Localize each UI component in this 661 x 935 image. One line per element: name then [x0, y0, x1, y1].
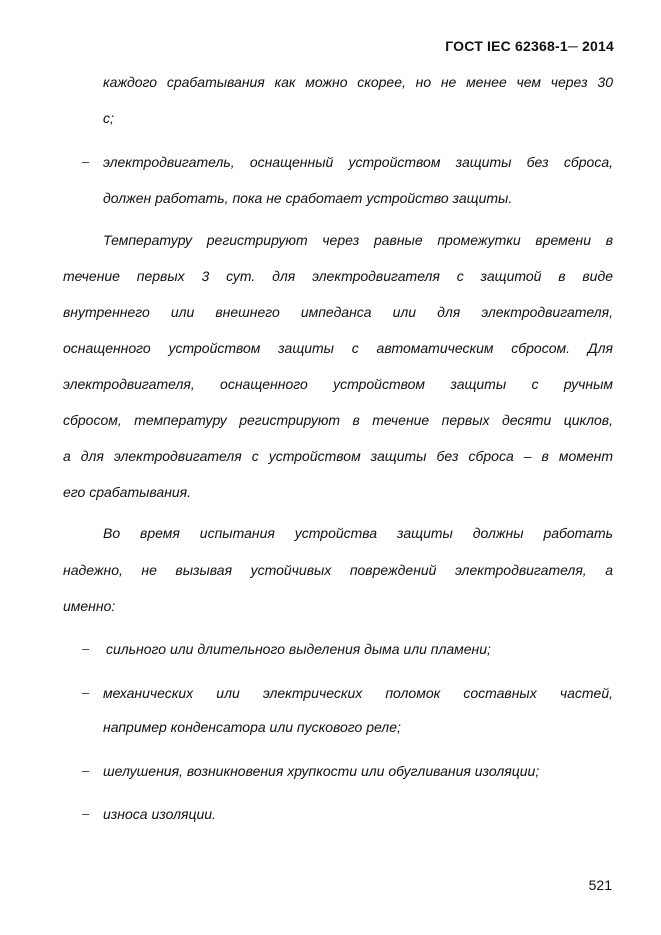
text-line: его срабатывания. [63, 484, 192, 500]
text-line: течение первых 3 сут. для электродвигателя с защитой в виде [63, 268, 613, 284]
list-dash: – [82, 806, 90, 821]
text-line: должен работать, пока не сработает устройство защиты. [103, 190, 513, 206]
text-line: оснащенного устройством защиты с автоматическим сбросом. Для [63, 340, 613, 356]
text-line: сбросом, температуру регистрируют в течение первых десяти циклов, [63, 412, 613, 428]
text-line: именно: [63, 598, 116, 614]
list-item: шелушения, возникновения хрупкости или обугливания изоляции; [103, 763, 540, 779]
page-number: 521 [588, 877, 612, 893]
text-line: каждого срабатывания как можно скорее, но не менее чем через 30 [103, 74, 613, 90]
text-line: Во время испытания устройства защиты должны работать [103, 525, 613, 541]
text-line: надежно, не вызывая устойчивых повреждений электродвигателя, а [63, 562, 613, 578]
text-line: например конденсатора или пускового реле; [103, 719, 401, 735]
list-item: сильного или длительного выделения дыма или пламени; [106, 641, 491, 657]
list-dash: – [82, 154, 90, 169]
list-item: износа изоляции. [103, 806, 216, 822]
document-header: ГОСТ IEC 62368-1─ 2014 [445, 38, 614, 54]
text-line: Температуру регистрируют через равные промежутки времени в [103, 232, 613, 248]
text-line: внутреннего или внешнего импеданса или для электродвигателя, [63, 304, 613, 320]
text-line: электродвигатель, оснащенный устройством защиты без сброса, [103, 154, 613, 170]
list-dash: – [82, 641, 90, 656]
text-line: а для электродвигателя с устройством защиты без сброса – в момент [63, 448, 613, 464]
list-dash: – [82, 685, 90, 700]
text-line: с; [103, 110, 114, 126]
text-line: электродвигателя, оснащенного устройством защиты с ручным [63, 376, 613, 392]
list-dash: – [82, 763, 90, 778]
list-item: механических или электрических поломок составных частей, [103, 685, 613, 701]
